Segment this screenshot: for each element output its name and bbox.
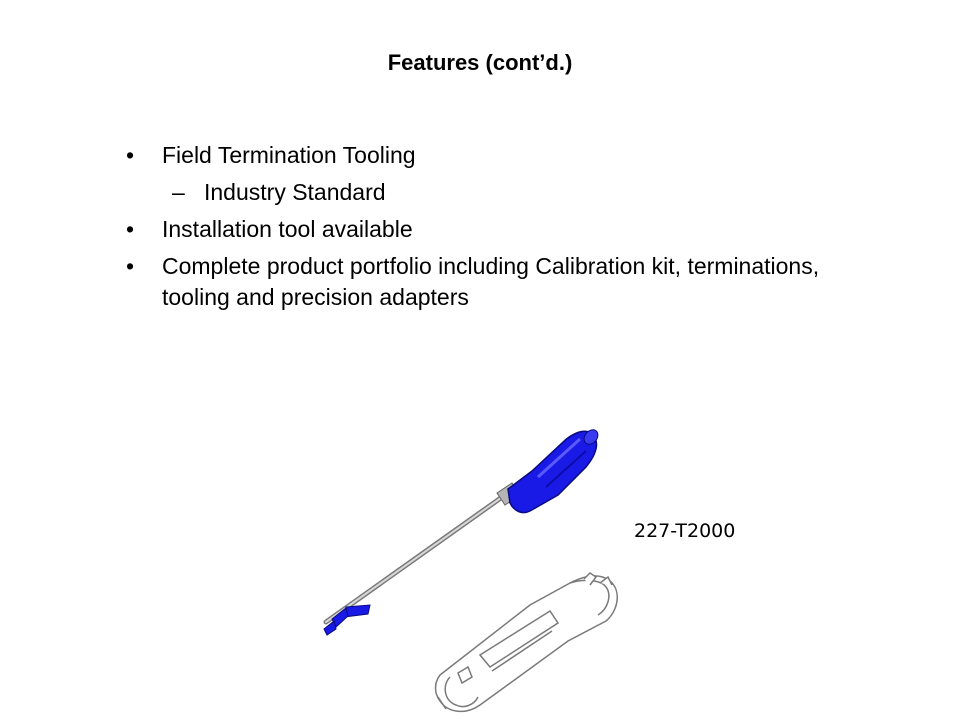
bullet-text: Installation tool available: [162, 216, 413, 242]
part-number-label: 227-T2000: [634, 520, 736, 542]
bullet-text: Complete product portfolio including Calibration kit, terminations, tooling and precision adapters: [162, 253, 820, 310]
bullet-item: [126, 214, 846, 245]
bullet-marker: •: [126, 142, 135, 168]
bullet-list: [126, 140, 846, 319]
sub-bullet-item: [126, 177, 846, 208]
sub-bullet-text: Industry Standard: [204, 179, 386, 205]
bullet-item: [126, 251, 846, 313]
screwdriver-handle: [508, 427, 601, 513]
bullet-text: Field Termination Tooling: [162, 142, 416, 168]
bullet-item: [126, 140, 846, 171]
bullet-marker: •: [126, 253, 135, 279]
bullet-marker: •: [126, 216, 135, 242]
connector-sleeve: [436, 573, 618, 711]
slide-title: Features (cont’d.): [387, 50, 573, 75]
installation-tool-icon: [300, 415, 640, 715]
sub-bullet-marker: –: [172, 179, 185, 205]
screwdriver-shaft: [326, 495, 505, 622]
